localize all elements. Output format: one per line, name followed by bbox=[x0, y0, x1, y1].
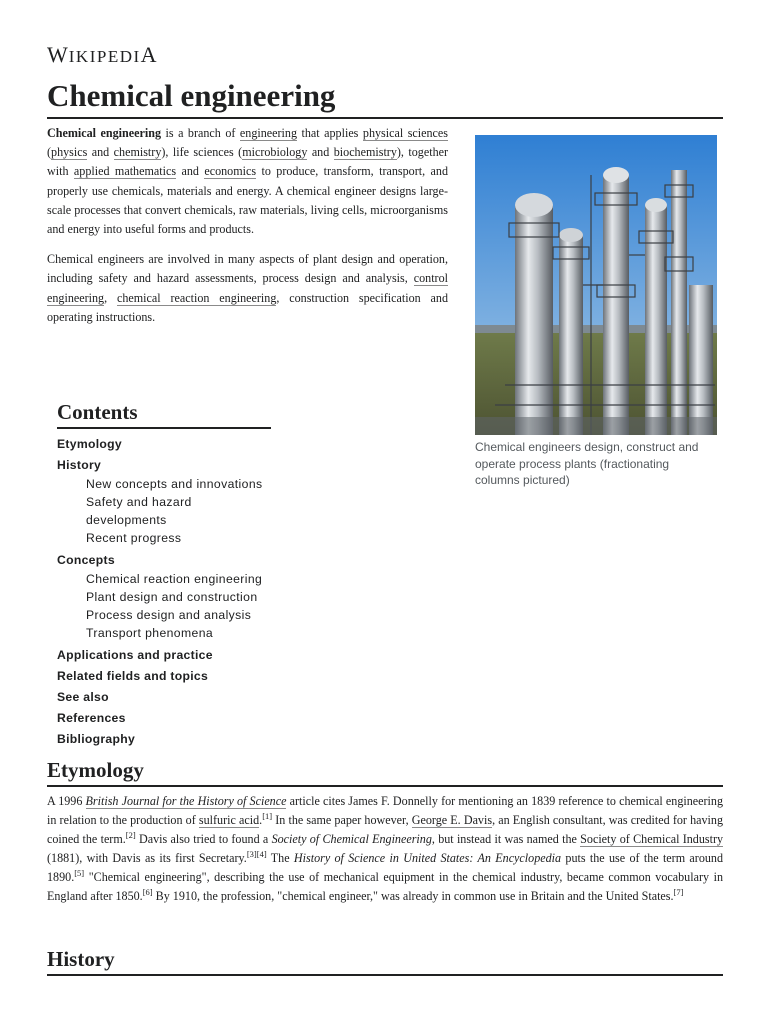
text-run: . bbox=[259, 813, 263, 827]
article-link[interactable]: chemistry bbox=[113, 145, 162, 160]
article-link[interactable]: sulfuric acid bbox=[198, 813, 260, 827]
toc-item[interactable] bbox=[57, 669, 271, 684]
article-link[interactable]: physical sciences bbox=[362, 126, 448, 140]
text-run: (1881), with Davis as its first Secretary. bbox=[47, 851, 247, 865]
toc-item-label: See also bbox=[57, 690, 109, 704]
toc-item[interactable] bbox=[57, 553, 271, 642]
toc-item-label: Related fields and topics bbox=[57, 669, 209, 683]
text-run: By 1910, the profession, "chemical engineer," was already in common use in Britain and the United States. bbox=[152, 889, 674, 903]
lead-paragraph-1 bbox=[47, 124, 448, 239]
etymology-divider bbox=[47, 785, 723, 787]
text-run: , construction specification and operating instructions. bbox=[47, 290, 448, 324]
italic-title: History of Science in United States: An Encyclopedia bbox=[293, 851, 562, 865]
toc-subitem[interactable]: New concepts and innovations bbox=[86, 477, 263, 491]
citation-ref[interactable]: [3][4] bbox=[246, 848, 267, 859]
text-run: is a branch of bbox=[161, 126, 240, 140]
toc-item[interactable] bbox=[57, 732, 271, 747]
text-run: , an English consultant, was credited for having coined the term. bbox=[47, 813, 724, 846]
section-heading-etymology: Etymology bbox=[47, 758, 144, 782]
text-run: The bbox=[266, 851, 294, 865]
text-run: and bbox=[307, 145, 334, 160]
article-link[interactable]: George E. Davis bbox=[411, 813, 493, 827]
fractionating-columns-image[interactable] bbox=[475, 135, 717, 435]
citation-ref[interactable]: [6] bbox=[142, 886, 153, 897]
lead-section bbox=[47, 124, 448, 338]
toc-item[interactable] bbox=[57, 437, 271, 452]
table-of-contents bbox=[57, 398, 271, 747]
toc-subitem[interactable]: Transport phenomena bbox=[86, 626, 214, 640]
toc-sublist bbox=[57, 570, 271, 642]
text-run: and bbox=[87, 145, 114, 160]
toc-item[interactable] bbox=[57, 648, 271, 663]
infobox bbox=[475, 135, 717, 489]
image-caption: Chemical engineers design, construct and operate process plants (fractionating columns pictured) bbox=[475, 440, 699, 487]
text-run: A 1996 bbox=[47, 794, 86, 808]
text-run: Chemical engineers are involved in many aspects of plant design and operation, including safety and hazard assessments, process design and analysis, bbox=[47, 252, 448, 286]
history-divider bbox=[47, 974, 723, 976]
toc-item-label: Bibliography bbox=[57, 732, 136, 746]
text-run: Davis also tried to found a bbox=[135, 832, 272, 846]
article-link[interactable]: microbiology bbox=[242, 145, 308, 160]
italic-title: Society of Chemical Engineering bbox=[271, 832, 432, 846]
page-title: Chemical engineering bbox=[47, 78, 336, 113]
text-run: ), together with bbox=[47, 145, 449, 179]
toc-item-label: Concepts bbox=[57, 553, 115, 567]
text-run: , but instead it was named the bbox=[431, 832, 581, 846]
title-divider bbox=[47, 117, 723, 119]
citation-ref[interactable]: [1] bbox=[262, 810, 273, 821]
article-link[interactable]: British Journal for the History of Science bbox=[85, 794, 287, 808]
article-link[interactable]: control engineering bbox=[47, 271, 448, 305]
article-link[interactable]: Society of Chemical Industry bbox=[580, 832, 724, 846]
lead-paragraph-2 bbox=[47, 250, 448, 327]
article-link[interactable]: biochemistry bbox=[333, 145, 397, 160]
toc-item-label: Etymology bbox=[57, 437, 123, 451]
toc-title: Contents bbox=[57, 398, 271, 429]
toc-sublist bbox=[57, 475, 271, 547]
toc-item[interactable] bbox=[57, 711, 271, 726]
section-heading-history: History bbox=[47, 947, 115, 971]
etymology-paragraph bbox=[47, 792, 723, 906]
toc-list bbox=[57, 437, 271, 747]
toc-subitem[interactable]: Chemical reaction engineering bbox=[86, 572, 263, 586]
text-run: that applies bbox=[297, 126, 363, 140]
citation-ref[interactable]: [5] bbox=[74, 867, 85, 878]
citation-ref[interactable]: [2] bbox=[125, 829, 136, 840]
article-link[interactable]: applied mathematics bbox=[73, 164, 177, 179]
text-run: ( bbox=[47, 145, 52, 160]
toc-item-label: Applications and practice bbox=[57, 648, 213, 662]
toc-item-label: History bbox=[57, 458, 102, 472]
toc-subitem[interactable]: Safety and hazard developments bbox=[86, 495, 192, 527]
text-run: , bbox=[104, 290, 117, 305]
toc-subitem[interactable]: Recent progress bbox=[86, 531, 182, 545]
article-link[interactable]: chemical reaction engineering bbox=[116, 290, 277, 305]
bold-term: Chemical engineering bbox=[47, 126, 161, 140]
text-run: and bbox=[176, 164, 205, 179]
text-run: ), life sciences ( bbox=[161, 145, 243, 160]
article-link[interactable]: engineering bbox=[239, 126, 297, 140]
article-link[interactable]: economics bbox=[204, 164, 257, 179]
text-run: puts the use of the term around 1890. bbox=[47, 851, 724, 884]
toc-subitem[interactable]: Plant design and construction bbox=[86, 590, 258, 604]
text-run: "Chemical engineering", describing the use of mechanical equipment in the chemical industry, became common vocabulary in England after 1850. bbox=[47, 870, 723, 903]
article-link[interactable]: physics bbox=[51, 145, 88, 160]
toc-item-label: References bbox=[57, 711, 126, 725]
citation-ref[interactable]: [7] bbox=[673, 886, 684, 897]
wikipedia-logo[interactable]: WIKIPEDIA bbox=[47, 42, 158, 67]
toc-item[interactable] bbox=[57, 690, 271, 705]
text-run: to produce, transform, transport, and properly use chemicals, materials and energy. A chemical engineer designs large-scale processes that convert chemicals, raw materials, living cells, microorganisms and energy into useful forms and products. bbox=[47, 164, 448, 237]
text-run: article cites James F. Donnelly for mentioning an 1839 reference to chemical engineering in relation to the production of bbox=[47, 794, 723, 827]
toc-item[interactable] bbox=[57, 458, 271, 547]
toc-subitem[interactable]: Process design and analysis bbox=[86, 608, 252, 622]
text-run: In the same paper however, bbox=[272, 813, 412, 827]
